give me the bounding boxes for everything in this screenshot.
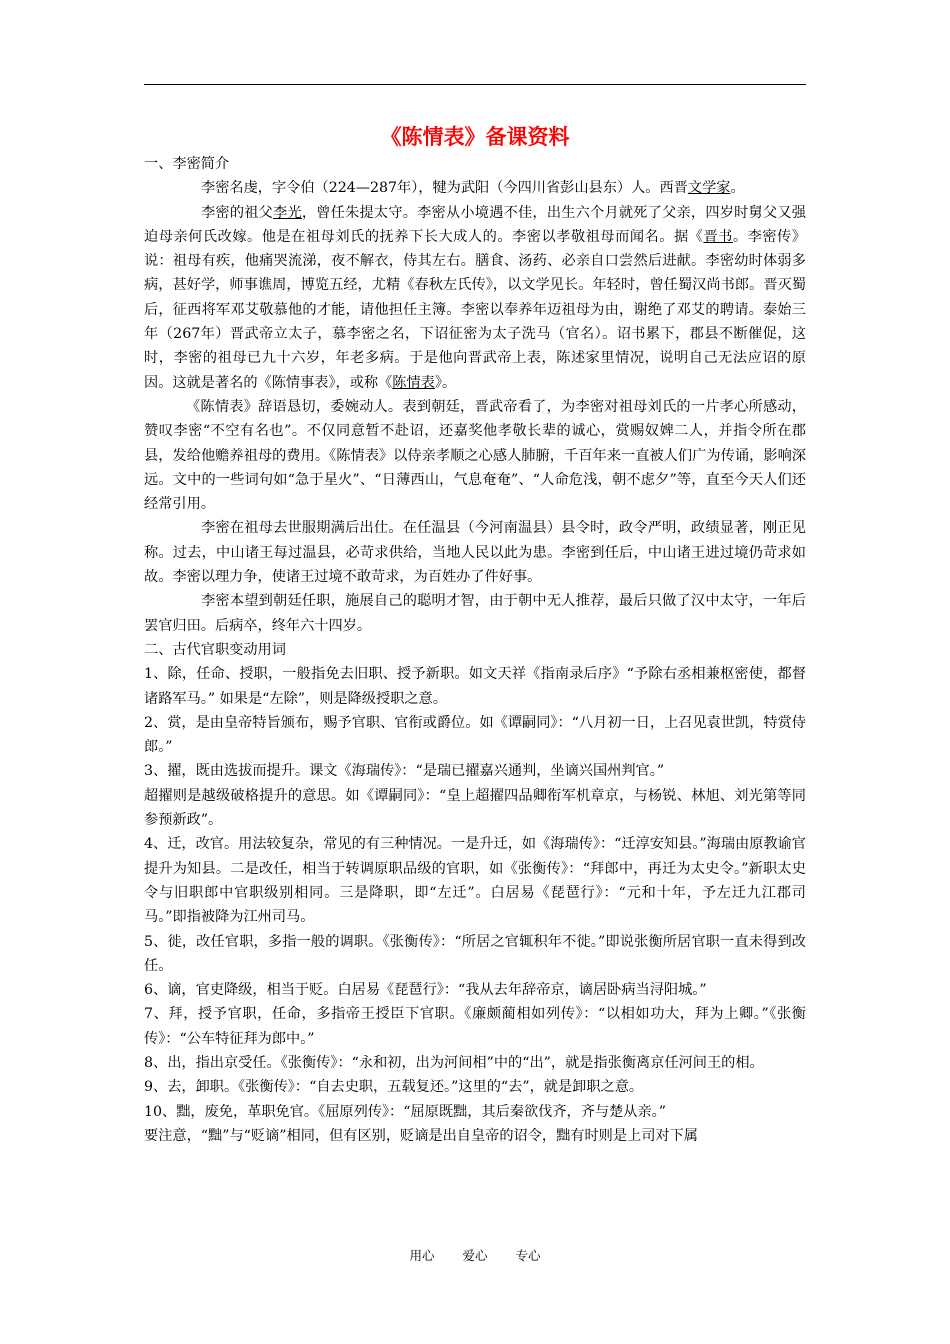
list-item: 超擢则是越级破格提升的意思。如《谭嗣同》：“皇上超擢四品卿衔军机章京，与杨锐、林旭、刘光第等同参预新政”。 — [144, 787, 806, 829]
document-body — [144, 122, 806, 1148]
list-item: 10、黜，废免，革职免官。《屈原列传》：“屈原既黜，其后秦欲伐齐，齐与楚从亲。” — [144, 1103, 667, 1120]
link-jinshu[interactable]: 晋书 — [703, 228, 733, 245]
paragraph-official-career: 李密在祖母去世服期满后出仕。在任温县（今河南温县）县令时，政令严明，政绩显著，刚正见称。过去，中山诸王每过温县，必苛求供给，当地人民以此为患。李密到任后，中山诸王进过境仍苛求如故。李密以理力争，使诸王过境不敢苛求，为百姓办了件好事。 — [144, 520, 806, 586]
list-item: 1、除，任命、授职，一般指免去旧职、授予新职。如文天祥《指南录后序》“予除右丞相兼枢密使，都督诸路军马。” 如果是“左除”，则是降级授职之意。 — [144, 666, 806, 707]
list-item: 4、迁，改官。用法较复杂，常见的有三种情况。一是升迁，如《海瑞传》：“迁淳安知县。”海瑞由原教谕官提升为知县。二是改任，相当于转调原职品级的官职，如《张衡传》：“拜郎中，再迁为太史令。”新职太史令与旧职郎中官职级别相同。三是降职，即“左迁”。白居易《琵琶行》：“元和十年，予左迁九江郡司马。”即指被降为江州司马。 — [144, 836, 806, 926]
paragraph-later-life: 李密本望到朝廷任职，施展自己的聪明才智，由于朝中无人推荐，最后只做了汉中太守，一年后罢官归田。后病卒，终年六十四岁。 — [144, 593, 806, 634]
list-item: 9、去，卸职。《张衡传》：“自去史职，五载复还。”这里的“去”，就是卸职之意。 — [144, 1079, 644, 1096]
list-item: 3、擢，既由选拔而提升。课文《海瑞传》：“是瑞已擢嘉兴通判，坐谪兴国州判官。” — [144, 763, 665, 780]
header-rule — [144, 84, 806, 85]
page-footer — [0, 1248, 950, 1264]
list-item: 要注意，“黜”与“贬谪”相同，但有区别，贬谪是出自皇帝的诏令，黜有时则是上司对下属 — [144, 1127, 698, 1144]
link-chenqingbiao[interactable]: 陈情表 — [392, 374, 435, 391]
paragraph-biography: 李密的祖父李光，曾任朱提太守。李密从小境遇不佳，出生六个月就死了父亲，四岁时舅父又强迫母亲何氏改嫁。他是在祖母刘氏的抚养下长大成人的。李密以孝敬祖母而闻名。据《晋书。李密传》说：祖母有疾，他痛哭流涕，夜不解衣，侍其左右。膳食、汤药、必亲自口尝然后进献。李密幼时体弱多病，甚好学，师事谯周，博览五经，尤精《春秋左氏传》，以文学见长。年轻时，曾任蜀汉尚书郎。晋灭蜀后，征西将军邓艾敬慕他的才能，请他担任主簿。李密以奉养年迈祖母为由，谢绝了邓艾的聘请。泰始三年（267年）晋武帝立太子，慕李密之名，下诏征密为太子洗马（官名）。诏书累下，郡县不断催促，这时，李密的祖母已九十六岁，年老多病。于是他向晋武帝上表，陈述家里情况，说明自己无法应诏的原因。这就是著名的《陈情事表》，或称《陈情表》。 — [144, 204, 806, 391]
list-item: 5、徙，改任官职，多指一般的调职。《张衡传》：“所居之官辄积年不徙。”即说张衡所居官职一直未得到改任。 — [144, 933, 806, 974]
list-item: 7、拜，授予官职，任命，多指帝王授臣下官职。《廉颇蔺相如列传》：“以相如功大，拜为上卿。”《张衡传》：“公车特征拜为郎中。” — [144, 1006, 806, 1047]
section-heading-2: 二、古代官职变动用词 — [144, 641, 286, 658]
footer-text: 爱心 — [462, 1248, 488, 1263]
list-item: 8、出，指出京受任。《张衡传》：“永和初，出为河间相”中的“出”，就是指张衡离京任河间王的相。 — [144, 1054, 764, 1071]
link-liguang[interactable]: 李光 — [273, 204, 302, 221]
page-title: 《陈情表》备课资料 — [380, 125, 570, 149]
link-wenxuejia[interactable]: 文学家 — [687, 180, 731, 197]
list-item: 6、谪，官吏降级，相当于贬。白居易《琵琶行》：“我从去年辞帝京，谪居卧病当浔阳城。” — [144, 982, 707, 999]
paragraph-influence: 《陈情表》辞语恳切，委婉动人。表到朝廷，晋武帝看了，为李密对祖母刘氏的一片孝心所感动，赞叹李密“不空有名也”。不仅同意暂不赴诏，还嘉奖他孝敬长辈的诚心，赏赐奴婢二人，并指令所在郡县，发给他赡养祖母的费用。《陈情表》以侍亲孝顺之心感人肺腑，千百年来一直被人们广为传诵，影响深远。文中的一些词句如“急于星火”、“日薄西山，气息奄奄”、“人命危浅，朝不虑夕”等，直至今天人们还经常引用。 — [144, 398, 806, 513]
section-heading-1: 一、李密简介 — [144, 156, 230, 172]
footer-text: 用心 — [409, 1248, 435, 1263]
list-item: 2、赏，是由皇帝特旨颁布，赐予官职、官衔或爵位。如《谭嗣同》：“八月初一日，上召见袁世凯，特赏侍郎。” — [144, 714, 806, 756]
paragraph-intro: 李密名虔，字令伯（224—287年），犍为武阳（今四川省彭山县东）人。西晋文学家。 — [201, 180, 745, 197]
footer-text: 专心 — [515, 1248, 541, 1263]
